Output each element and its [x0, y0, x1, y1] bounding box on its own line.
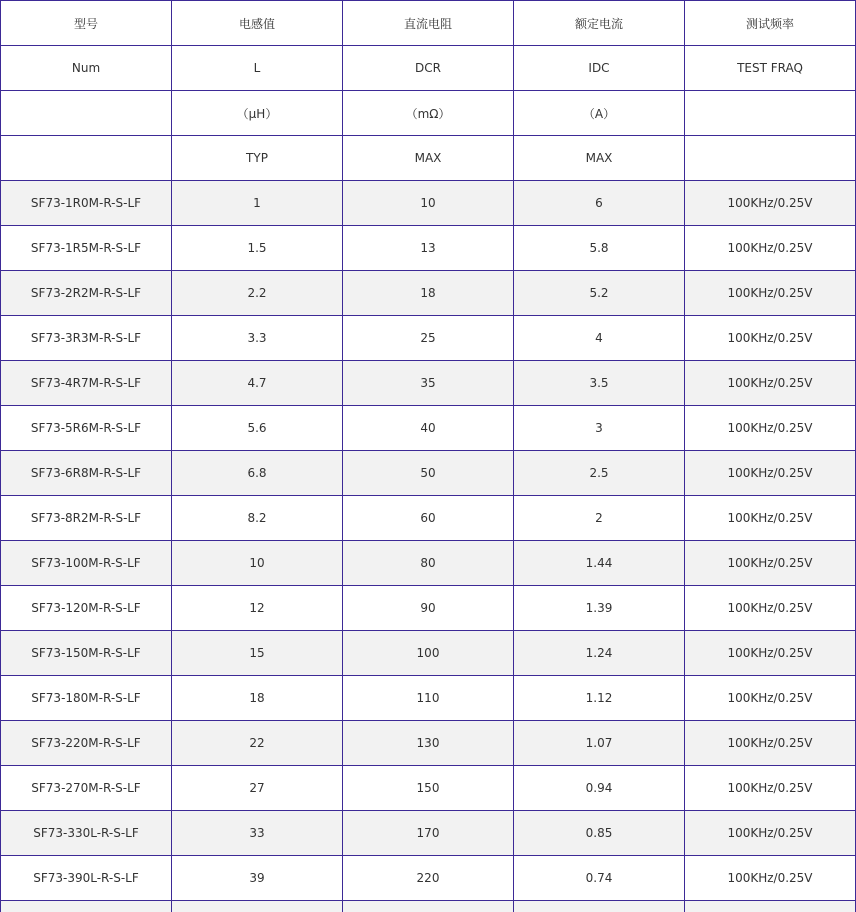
- dcr-cell: 220: [342, 855, 513, 900]
- header-cell: [0, 135, 171, 180]
- table-row: [0, 180, 856, 225]
- inductance-cell: 33: [171, 810, 342, 855]
- inductance-cell: 18: [171, 675, 342, 720]
- inductance-cell: [171, 900, 342, 912]
- test-frequency-cell: 100KHz/0.25V: [684, 630, 856, 675]
- table-row: [0, 495, 856, 540]
- test-frequency-cell: 100KHz/0.25V: [684, 225, 856, 270]
- header-cell: Num: [0, 45, 171, 90]
- dcr-cell: 60: [342, 495, 513, 540]
- dcr-cell: 130: [342, 720, 513, 765]
- header-cell: （mΩ）: [342, 90, 513, 135]
- table-row: [0, 360, 856, 405]
- inductance-cell: 2.2: [171, 270, 342, 315]
- dcr-cell: [342, 900, 513, 912]
- table-row: [0, 810, 856, 855]
- inductance-cell: 22: [171, 720, 342, 765]
- inductance-cell: 27: [171, 765, 342, 810]
- inductance-cell: 1: [171, 180, 342, 225]
- header-cell: TYP: [171, 135, 342, 180]
- inductance-cell: 10: [171, 540, 342, 585]
- test-frequency-cell: [684, 900, 856, 912]
- header-row-chinese: [0, 0, 856, 45]
- header-cell: （μH）: [171, 90, 342, 135]
- inductance-cell: 15: [171, 630, 342, 675]
- test-frequency-cell: 100KHz/0.25V: [684, 540, 856, 585]
- part-number-cell: SF73-330L-R-S-LF: [0, 810, 171, 855]
- idc-cell: 1.07: [513, 720, 684, 765]
- header-cell: [684, 90, 856, 135]
- table-row: [0, 225, 856, 270]
- table-row: [0, 720, 856, 765]
- header-cell: MAX: [342, 135, 513, 180]
- idc-cell: 5.2: [513, 270, 684, 315]
- idc-cell: 2: [513, 495, 684, 540]
- dcr-cell: 25: [342, 315, 513, 360]
- dcr-cell: 13: [342, 225, 513, 270]
- dcr-cell: 100: [342, 630, 513, 675]
- dcr-cell: 110: [342, 675, 513, 720]
- header-cell: [684, 135, 856, 180]
- header-cell: L: [171, 45, 342, 90]
- header-cell: 直流电阻: [342, 0, 513, 45]
- test-frequency-cell: 100KHz/0.25V: [684, 405, 856, 450]
- dcr-cell: 150: [342, 765, 513, 810]
- table-row: [0, 450, 856, 495]
- part-number-cell: SF73-150M-R-S-LF: [0, 630, 171, 675]
- idc-cell: 1.39: [513, 585, 684, 630]
- idc-cell: [513, 900, 684, 912]
- inductance-cell: 4.7: [171, 360, 342, 405]
- dcr-cell: 35: [342, 360, 513, 405]
- header-row-symbol: [0, 45, 856, 90]
- test-frequency-cell: 100KHz/0.25V: [684, 450, 856, 495]
- idc-cell: 3.5: [513, 360, 684, 405]
- dcr-cell: 18: [342, 270, 513, 315]
- part-number-cell: SF73-180M-R-S-LF: [0, 675, 171, 720]
- test-frequency-cell: 100KHz/0.25V: [684, 720, 856, 765]
- inductance-cell: 3.3: [171, 315, 342, 360]
- part-number-cell: SF73-6R8M-R-S-LF: [0, 450, 171, 495]
- part-number-cell: SF73-3R3M-R-S-LF: [0, 315, 171, 360]
- part-number-cell: SF73-220M-R-S-LF: [0, 720, 171, 765]
- test-frequency-cell: 100KHz/0.25V: [684, 810, 856, 855]
- test-frequency-cell: 100KHz/0.25V: [684, 495, 856, 540]
- header-cell: 测试频率: [684, 0, 856, 45]
- table-row: [0, 405, 856, 450]
- part-number-cell: SF73-4R7M-R-S-LF: [0, 360, 171, 405]
- inductance-cell: 39: [171, 855, 342, 900]
- dcr-cell: 10: [342, 180, 513, 225]
- table-row: [0, 855, 856, 900]
- dcr-cell: 170: [342, 810, 513, 855]
- test-frequency-cell: 100KHz/0.25V: [684, 675, 856, 720]
- test-frequency-cell: 100KHz/0.25V: [684, 585, 856, 630]
- inductance-cell: 8.2: [171, 495, 342, 540]
- inductance-cell: 12: [171, 585, 342, 630]
- header-cell: 电感值: [171, 0, 342, 45]
- idc-cell: 0.74: [513, 855, 684, 900]
- table-row: [0, 585, 856, 630]
- inductance-cell: 5.6: [171, 405, 342, 450]
- idc-cell: 1.44: [513, 540, 684, 585]
- idc-cell: 1.12: [513, 675, 684, 720]
- inductance-cell: 1.5: [171, 225, 342, 270]
- dcr-cell: 40: [342, 405, 513, 450]
- part-number-cell: SF73-270M-R-S-LF: [0, 765, 171, 810]
- part-number-cell: SF73-5R6M-R-S-LF: [0, 405, 171, 450]
- table-row: [0, 765, 856, 810]
- idc-cell: 3: [513, 405, 684, 450]
- part-number-cell: SF73-1R5M-R-S-LF: [0, 225, 171, 270]
- table-row: [0, 675, 856, 720]
- table-row: [0, 900, 856, 912]
- table-row: [0, 630, 856, 675]
- header-row-unit: [0, 90, 856, 135]
- header-row-limit: [0, 135, 856, 180]
- dcr-cell: 90: [342, 585, 513, 630]
- header-cell: MAX: [513, 135, 684, 180]
- idc-cell: 1.24: [513, 630, 684, 675]
- dcr-cell: 80: [342, 540, 513, 585]
- test-frequency-cell: 100KHz/0.25V: [684, 315, 856, 360]
- idc-cell: 5.8: [513, 225, 684, 270]
- test-frequency-cell: 100KHz/0.25V: [684, 180, 856, 225]
- part-number-cell: SF73-8R2M-R-S-LF: [0, 495, 171, 540]
- header-cell: 额定电流: [513, 0, 684, 45]
- test-frequency-cell: 100KHz/0.25V: [684, 855, 856, 900]
- idc-cell: 4: [513, 315, 684, 360]
- inductance-cell: 6.8: [171, 450, 342, 495]
- table-row: [0, 540, 856, 585]
- header-cell: DCR: [342, 45, 513, 90]
- part-number-cell: SF73-1R0M-R-S-LF: [0, 180, 171, 225]
- idc-cell: 2.5: [513, 450, 684, 495]
- part-number-cell: SF73-2R2M-R-S-LF: [0, 270, 171, 315]
- dcr-cell: 50: [342, 450, 513, 495]
- header-cell: TEST FRAQ: [684, 45, 856, 90]
- header-cell: 型号: [0, 0, 171, 45]
- idc-cell: 0.85: [513, 810, 684, 855]
- part-number-cell: SF73-390L-R-S-LF: [0, 855, 171, 900]
- part-number-cell: SF73-120M-R-S-LF: [0, 585, 171, 630]
- part-number-cell: SF73-100M-R-S-LF: [0, 540, 171, 585]
- test-frequency-cell: 100KHz/0.25V: [684, 270, 856, 315]
- table-row: [0, 270, 856, 315]
- idc-cell: 6: [513, 180, 684, 225]
- header-cell: （A）: [513, 90, 684, 135]
- idc-cell: 0.94: [513, 765, 684, 810]
- table-row: [0, 315, 856, 360]
- test-frequency-cell: 100KHz/0.25V: [684, 360, 856, 405]
- header-cell: [0, 90, 171, 135]
- test-frequency-cell: 100KHz/0.25V: [684, 765, 856, 810]
- header-cell: IDC: [513, 45, 684, 90]
- part-number-cell: [0, 900, 171, 912]
